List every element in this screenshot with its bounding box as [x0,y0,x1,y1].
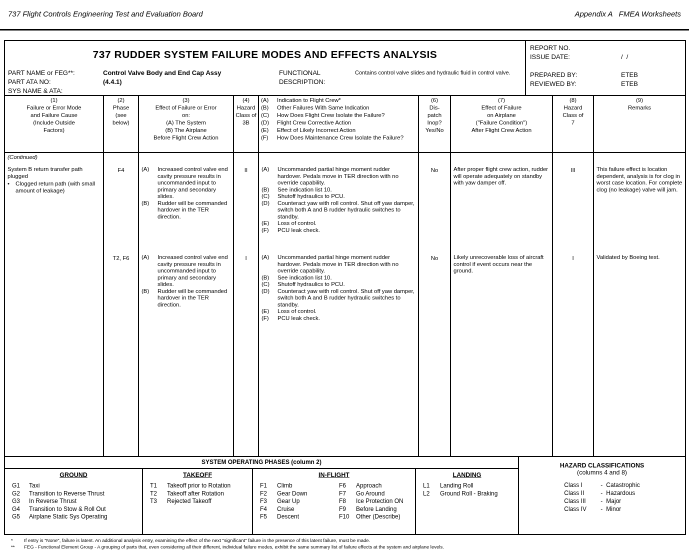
fmea-worksheet-table [4,40,686,535]
header-rule [0,29,689,31]
inflight-heading: IN-FLIGHT [318,471,350,479]
row2-indications-cell: (A) Uncommanded partial hinge moment rudder hardover. Pedals move in TER direction with no override capability. (B) See indication list 10. (C) Shutoff hydraulics to PCU. (D) Counteract yaw with roll control. Shut off yaw damper, switch both A and B rudder hydraulic switches to standby. (E) Loss of control. (F) PCU leak check. [258,253,418,456]
row2-hazard-class-3b: I [233,253,258,456]
sys-name-label: SYS NAME & ATA: [8,87,63,95]
footnote2-text: FEG - Functional Element Group - A grouping of parts that, even considering all their different, individual failure modes, exhibit the same summary list of failure effects at the system and airplane levels. [24,544,444,550]
system-operating-phases-box [5,457,518,534]
phases-landing: LANDING L1 Landing Roll L2 Ground Roll - Braking [415,469,518,534]
functional-label-line1: FUNCTIONAL [279,69,321,77]
row1-effects-cell: (A) Increased control valve end cavity pressure results in uncommanded input to primary and secondary slides. (B) Rudder will be commanded hardover in the TER direction. [138,165,233,253]
footnote1-text: If entry is "None", failure is latent. An additional analysis entry, examining the effect of the next "significant" failure in the presence of this latent failure, must be made. [24,538,371,544]
functional-description-value: Contains control valve slides and hydraulic fluid in control valve. [355,70,511,76]
col-header-1: (1) Failure or Error Mode and Failure Cause (Include Outside Factors) [26,97,82,134]
row1-hazard-class-3b: II [233,165,258,253]
footnote1-mark: * [11,538,13,544]
footnotes [11,538,681,551]
bullet: • [7,181,10,187]
legend-section [5,456,685,534]
hazard-classifications-title: HAZARD CLASSIFICATIONS [559,462,645,469]
col-header-6: (6) Dis- patch Inop? Yes/No [418,96,450,152]
phases-bar-title: SYSTEM OPERATING PHASES (column 2) [5,457,518,469]
row1-hazard-class-7: III [552,165,593,253]
col-header-7: (7) Effect of Failure on Airplane ("Failure Condition") After Flight Crew Action [450,96,552,152]
row2-hazard-class-7: I [552,253,593,456]
issue-date-label: ISSUE DATE: [530,53,570,61]
hazard-classifications-subtitle: (columns 4 and 8) [576,469,628,476]
title-block-left [5,41,525,95]
row2-failure-mode-cell [5,253,103,456]
running-header-right: Appendix A FMEA Worksheets [574,10,681,19]
phases-inflight: IN-FLIGHT F1 Climb F2 Gear Down F3 Gear Up F4 Cruise F5 Descent F6 Approach F7 Go Around F8 Ice Protection ON F9 Before Landing F10 Other (Describe) [252,469,415,534]
row2-phase: T2, F6 [103,253,138,456]
landing-heading: LANDING [452,471,482,479]
ground-heading: GROUND [59,471,88,479]
row1-dispatch: No [418,165,450,253]
row1-effect-after: After proper flight crew action, rudder will operate adequately on standby with yaw damper off. [450,165,552,253]
worksheet-title: 737 RUDDER SYSTEM FAILURE MODES AND EFFECTS ANALYSIS [92,49,438,61]
part-name-value: Control Valve Body and End Cap Assy [103,69,222,77]
row2-effect-after: Likely unrecoverable loss of aircraft control if event occurs near the ground. [450,253,552,456]
part-ata-value: (4.4.1) [103,78,122,86]
row1-indications-cell: (A) Uncommanded partial hinge moment rudder hardover. Pedals move in TER direction with no override capability. (B) See indication list 10. (C) Shutoff hydraulics to PCU. (D) Counteract yaw with roll control. Shut off yaw damper, switch both A and B rudder hydraulic switches to standby. (E) Loss of control. (F) PCU leak check. [258,165,418,253]
table-body [5,153,685,456]
phases-ground: GROUND G1 Taxi G2 Transition to Reverse Thrust G3 In Reverse Thrust G4 Transition to Stow & Roll Out G5 Airplane Static Sys Operating [5,469,142,534]
row2-effects-cell: (A) Increased control valve end cavity pressure results in uncommanded input to primary and secondary slides. (B) Rudder will be commanded hardover in the TER direction. [138,253,233,456]
report-no-label: REPORT NO. [530,44,571,52]
hazard-classifications-list: Class I - Catastrophic Class II - Hazardous Class III - Major Class IV - Minor [564,481,640,513]
row1-failure-mode-cell [5,165,103,253]
takeoff-heading: TAKEOFF [182,471,213,479]
col-header-8: (8) Hazard Class of 7 [552,96,593,152]
col-header-2: (2) Phase (see below) [103,96,138,152]
continued-note: (Continued) [7,154,38,161]
row2-remarks: Validated by Boeing test. [593,253,685,456]
col-header-4: (4) Hazard Class of 3B [233,96,258,152]
row2-dispatch: No [418,253,450,456]
col-header-9: (9) Remarks [593,96,685,152]
page-running-header [8,10,681,19]
part-name-label: PART NAME or FEG**: [8,69,75,77]
row1-remarks: This failure effect is location dependent, analysis is for clog in worst case location. For complete clog (no leakage) valve will jam. [593,165,685,253]
functional-label-line2: DESCRIPTION: [279,78,326,86]
row1-phase: F4 [103,165,138,253]
running-header-left: 737 Flight Controls Engineering Test and Evaluation Board [8,10,203,19]
part-ata-label: PART ATA NO: [8,78,51,86]
row1-failure-mode: System B return transfer path plugged [7,166,83,180]
prepared-by-label: PREPARED BY: [530,71,578,79]
reviewed-by-value: ETEB [621,80,638,88]
phases-takeoff: TAKEOFF T1 Takeoff prior to Rotation T2 Takeoff after Rotation T3 Rejected Takeoff [142,469,252,534]
col-header-3: (3) Effect of Failure or Error on: (A) The System (B) The Airplane Before Flight Crew Action [138,96,233,152]
prepared-by-value: ETEB [621,71,638,79]
footnote2-mark: ** [11,544,15,550]
report-info-box [525,41,685,95]
row1-failure-cause: Clogged return path (with small amount of leakage) [15,181,96,194]
column-header-row [5,96,685,153]
title-block [5,41,685,96]
hazard-classifications-box [518,457,685,534]
issue-date-value: / / [621,53,629,61]
reviewed-by-label: REVIEWED BY: [530,80,577,88]
col-header-5: (A) Indication to Flight Crew* (B) Other Failures With Same Indication (C) How Does Flight Crew Isolate the Failure? (D) Flight Crew Corrective Action (E) Effect of Likely Incorrect Action (F) How Does Maintenance Crew Isolate the Failure? [258,96,418,152]
